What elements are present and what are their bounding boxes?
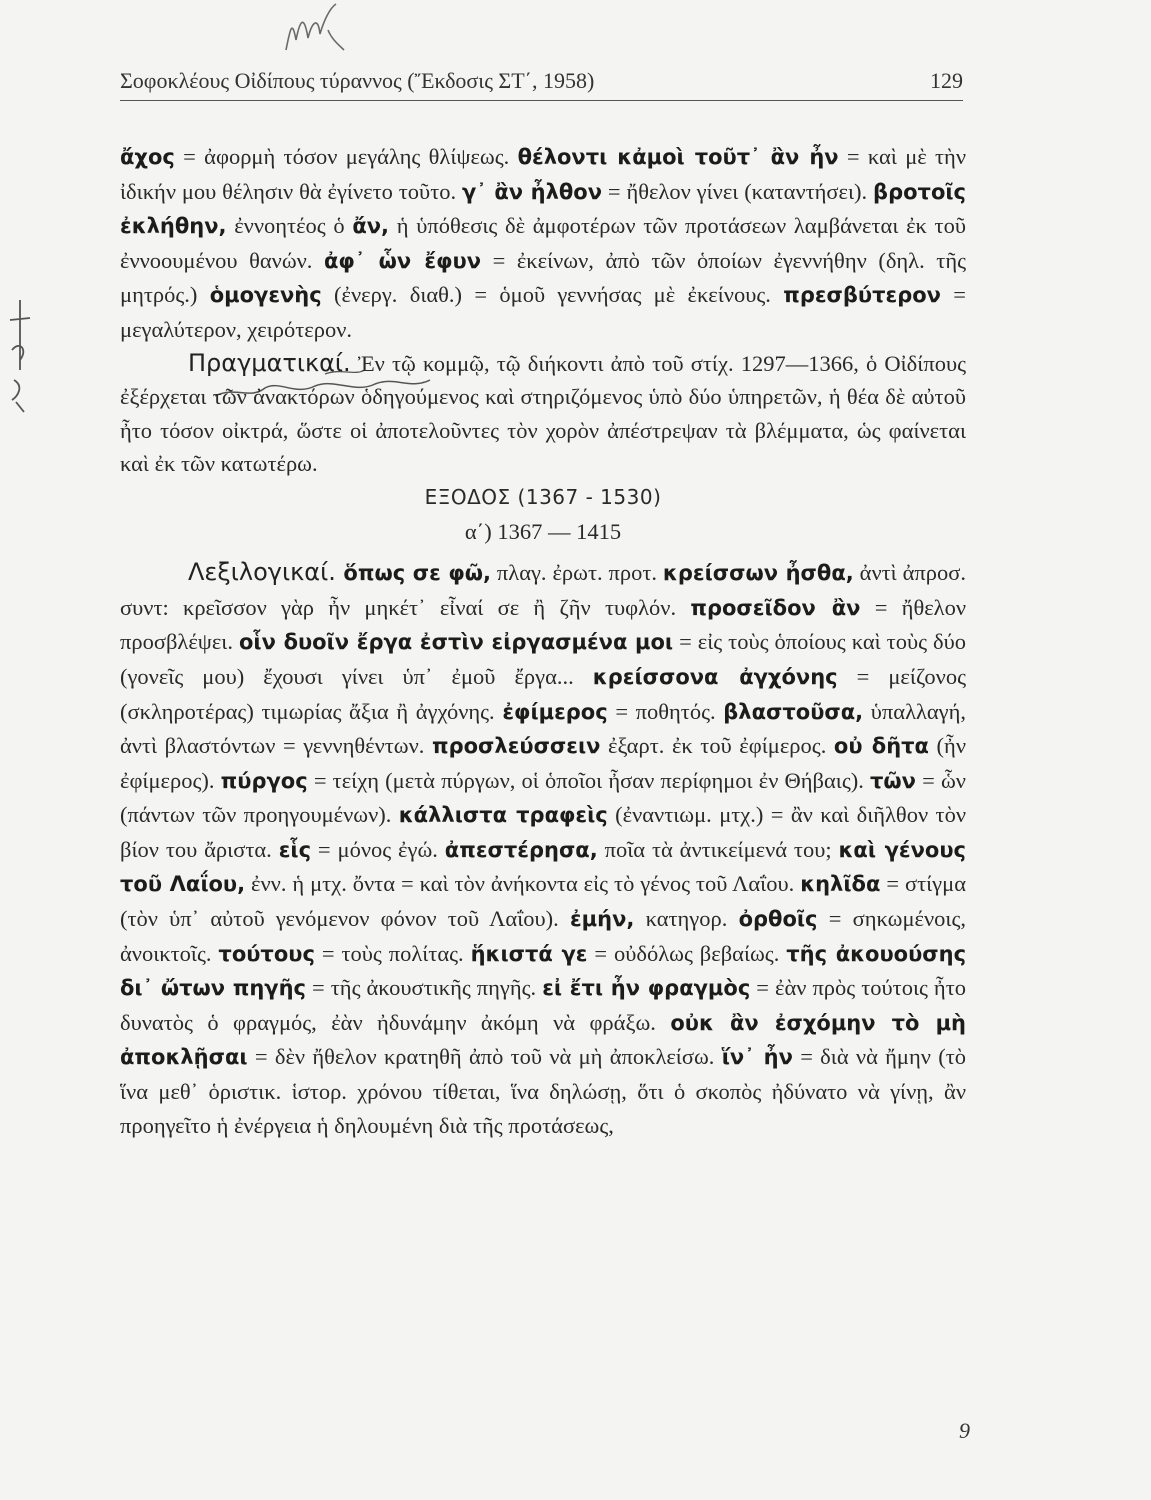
gloss: = διὰ νὰ ἤμην (τὸ ἵνα μεθ᾽ ὁριστικ. ἱστορ. χρόνου τίθεται, ἵνα δηλώσῃ, ὅτι ὁ σκοπὸς ἠδύνατο νὰ γίνῃ, ἂν προηγεῖτο ἡ ἐνέργεια ἡ δηλουμένη διὰ τῆς προτάσεως, — [120, 1044, 966, 1138]
lemma: κρείσσων ἦσθα, — [662, 561, 854, 586]
subsection-title: α΄) 1367 — 1415 — [464, 518, 622, 544]
gloss: κατηγορ. — [634, 906, 739, 932]
gloss: = τείχη (μετὰ πύργων, οἱ ὁποῖοι ἦσαν περίφημοι ἐν Θήβαις). — [307, 767, 871, 793]
lemma: οὐκ ἂν ἐσχόμην τὸ μὴ ἀποκλῇσαι — [120, 1010, 966, 1070]
gloss: = δὲν ἤθελον κρατηθῆ ἀπὸ τοῦ νὰ μὴ ἀποκλείσω. — [247, 1044, 722, 1070]
handwritten-scribble-top — [278, 0, 358, 60]
gloss: = μείζονος (σκληροτέρας) τιμωρίας ἄξια ἢ ἀγχόνης. — [120, 663, 967, 724]
paragraph-lexical-notes-cont — [120, 140, 966, 347]
gloss: = σηκωμένοις, ἀνοικτοῖς. — [120, 906, 966, 966]
lemma: τούτους — [218, 941, 315, 966]
running-title: Σοφοκλέους Οἰδίπους τύραννος (Ἔκδοσις ΣΤ΄, 1958) — [120, 68, 595, 93]
running-header — [120, 68, 963, 101]
lemma: προσλεύσσειν — [431, 734, 601, 759]
lemma: οἷν δυοῖν ἔργα ἐστὶν εἰργασμένα μοι — [238, 630, 674, 655]
lemma: ἐφίμερος — [502, 699, 608, 724]
paragraph-pragmatikai — [120, 347, 966, 481]
section-title-exodos: ΕΞΟΔΟΣ (1367 - 1530) — [424, 484, 662, 509]
gloss: (ἐναντιωμ. μτχ.) = ἂν καὶ διῆλθον τὸν βίον του ἄριστα. — [120, 802, 966, 862]
lemma: ὀρθοῖς — [738, 907, 818, 932]
lemma: γ᾽ ἂν ἦλθον — [461, 179, 603, 204]
gloss: (ἦν ἐφίμερος). — [120, 733, 966, 793]
lemma: ὁμογενὴς — [209, 283, 322, 308]
lemma: ἄχος — [120, 145, 175, 169]
gloss: = ἐκείνων, ἀπὸ τῶν ὁποίων ἐγεννήθην (δηλ. τῆς μητρός.) — [120, 247, 967, 308]
lemma: κρείσσονα ἀγχόνης — [592, 664, 838, 689]
lemma: θέλοντι κἀμοὶ τοῦτ᾽ ἂν ἦν — [517, 145, 839, 169]
gloss: ὑπαλλαγή, ἀντὶ βλαστόντων = γεννηθέντων. — [120, 698, 967, 759]
gloss: = ἐὰν πρὸς τούτοις ἦτο δυνατὸς ὁ φραγμός, ἐὰν ἠδυνάμην ἀκόμη νὰ φράξω. — [120, 975, 966, 1035]
gloss: = τοὺς πολίτας. — [314, 940, 471, 966]
lemma: εἰ ἔτι ἦν φραγμὸς — [542, 976, 751, 1001]
main-text — [120, 140, 966, 1142]
lemma: οὐ δῆτα — [833, 734, 929, 759]
section-heading-lexilogikai: Λεξιλογικαί. — [188, 558, 336, 587]
lemma: κηλῖδα — [800, 872, 881, 897]
gloss: ἐννοητέος ὁ — [226, 213, 353, 239]
gloss: = ἀφορμὴ τόσον μεγάλης θλίψεως. — [174, 144, 518, 169]
gloss: = εἰς τοὺς ὁποίους καὶ τοὺς δύο (γονεῖς μου) ἔχουσι γίνει ὑπ᾽ ἐμοῦ ἔργα... — [120, 629, 966, 689]
gloss: ἡ ὑπόθεσις δὲ ἀμφοτέρων τῶν προτάσεων λαμβάνεται ἐκ τοῦ ἐννοουμένου θανών. — [120, 213, 966, 273]
lemma: ἵν᾽ ἦν — [721, 1045, 793, 1070]
gloss: = καὶ μὲ τὴν ἰδικήν μου θέλησιν θὰ ἐγίνετο τοῦτο. — [120, 144, 966, 204]
lemma: τῆς ἀκουούσης δι᾽ ὤτων πηγῆς — [120, 941, 967, 1001]
gloss: = στίγμα (τὸν ὑπ᾽ αὐτοῦ γενόμενον φόνον τοῦ Λαΐου). — [120, 871, 966, 932]
gloss: = οὐδόλως βεβαίως. — [587, 940, 787, 966]
gloss: (ἐνεργ. διαθ.) = ὁμοῦ γεννήσας μὲ ἐκείνους. — [321, 282, 784, 308]
lemma: ἥκιστά γε — [470, 941, 588, 966]
paragraph-text: Ἐν τῷ κομμῷ, τῷ διήκοντι ἀπὸ τοῦ στίχ. 1297—1366, ὁ Οἰδίπους ἐξέρχεται τῶν ἀνακτόρων ὁδηγούμενος καὶ στηριζόμενος ὑπὸ δύο ὑπηρετῶν, ἡ θέα δὲ αὐτοῦ ἦτο τόσον οἰκτρά, ὥστε οἱ ἀποτελοῦντες τὸν χορὸν ἀπέστρεψαν τὰ βλέμματα, ὡς φαίνεται καὶ ἐκ τῶν κατωτέρω. — [120, 350, 966, 477]
lemma: ἄν, — [352, 214, 390, 239]
paragraph-lexilogikai — [120, 556, 966, 1142]
lemma: βλαστοῦσα, — [723, 699, 864, 724]
lemma: καὶ γένους τοῦ Λαΐου, — [120, 837, 966, 897]
section-heading-pragmatikai: Πραγματικαί. — [188, 348, 351, 377]
gloss: = ποθητός. — [607, 698, 724, 724]
signature-mark: 9 — [959, 1418, 970, 1443]
gloss: = τῆς ἀκουστικῆς πηγῆς. — [306, 975, 543, 1001]
lemma: ἀπεστέρησα, — [444, 837, 598, 862]
lemma: ὅπως σε φῶ, — [335, 561, 492, 586]
handwritten-margin-note — [0, 290, 40, 420]
lemma: εἷς — [278, 837, 312, 862]
lemma: ἀφ᾽ ὧν ἔφυν — [324, 248, 482, 273]
lemma: κάλλιστα τραφεὶς — [398, 803, 608, 828]
gloss: = ἤθελον προσβλέψει. — [120, 594, 967, 655]
page-number: 129 — [930, 68, 963, 93]
gloss: ἐξαρτ. ἐκ τοῦ ἐφίμερος. — [600, 733, 834, 759]
gloss: = μεγαλύτερον, χειρότερον. — [120, 282, 966, 342]
gloss: ἀντὶ ἀπροσ. συντ: κρεῖσσον γὰρ ἦν μηκέτ᾽ εἶναί σε ἢ ζῆν τυφλόν. — [120, 560, 966, 620]
lemma: προσεῖδον ἂν — [690, 595, 861, 620]
lemma: τῶν — [870, 768, 916, 793]
gloss: ποῖα τὰ ἀντικείμενά του; — [597, 836, 839, 862]
gloss: = μόνος ἐγώ. — [311, 836, 445, 862]
lemma: βροτοῖς ἐκλήθην, — [120, 179, 966, 239]
lemma: πρεσβύτερον — [783, 283, 941, 308]
gloss: = ὧν (πάντων τῶν προηγουμένων). — [120, 767, 966, 828]
lemma: πύργος — [220, 768, 308, 793]
lemma: ἐμήν, — [569, 907, 635, 932]
gloss: πλαγ. ἐρωτ. προτ. — [491, 560, 663, 586]
gloss: = ἤθελον γίνει (καταντήσει). — [602, 178, 874, 204]
gloss: ἐνν. ἡ μτχ. ὄντα = καὶ τὸν ἀνήκοντα εἰς τὸ γένος τοῦ Λαΐου. — [245, 871, 801, 897]
